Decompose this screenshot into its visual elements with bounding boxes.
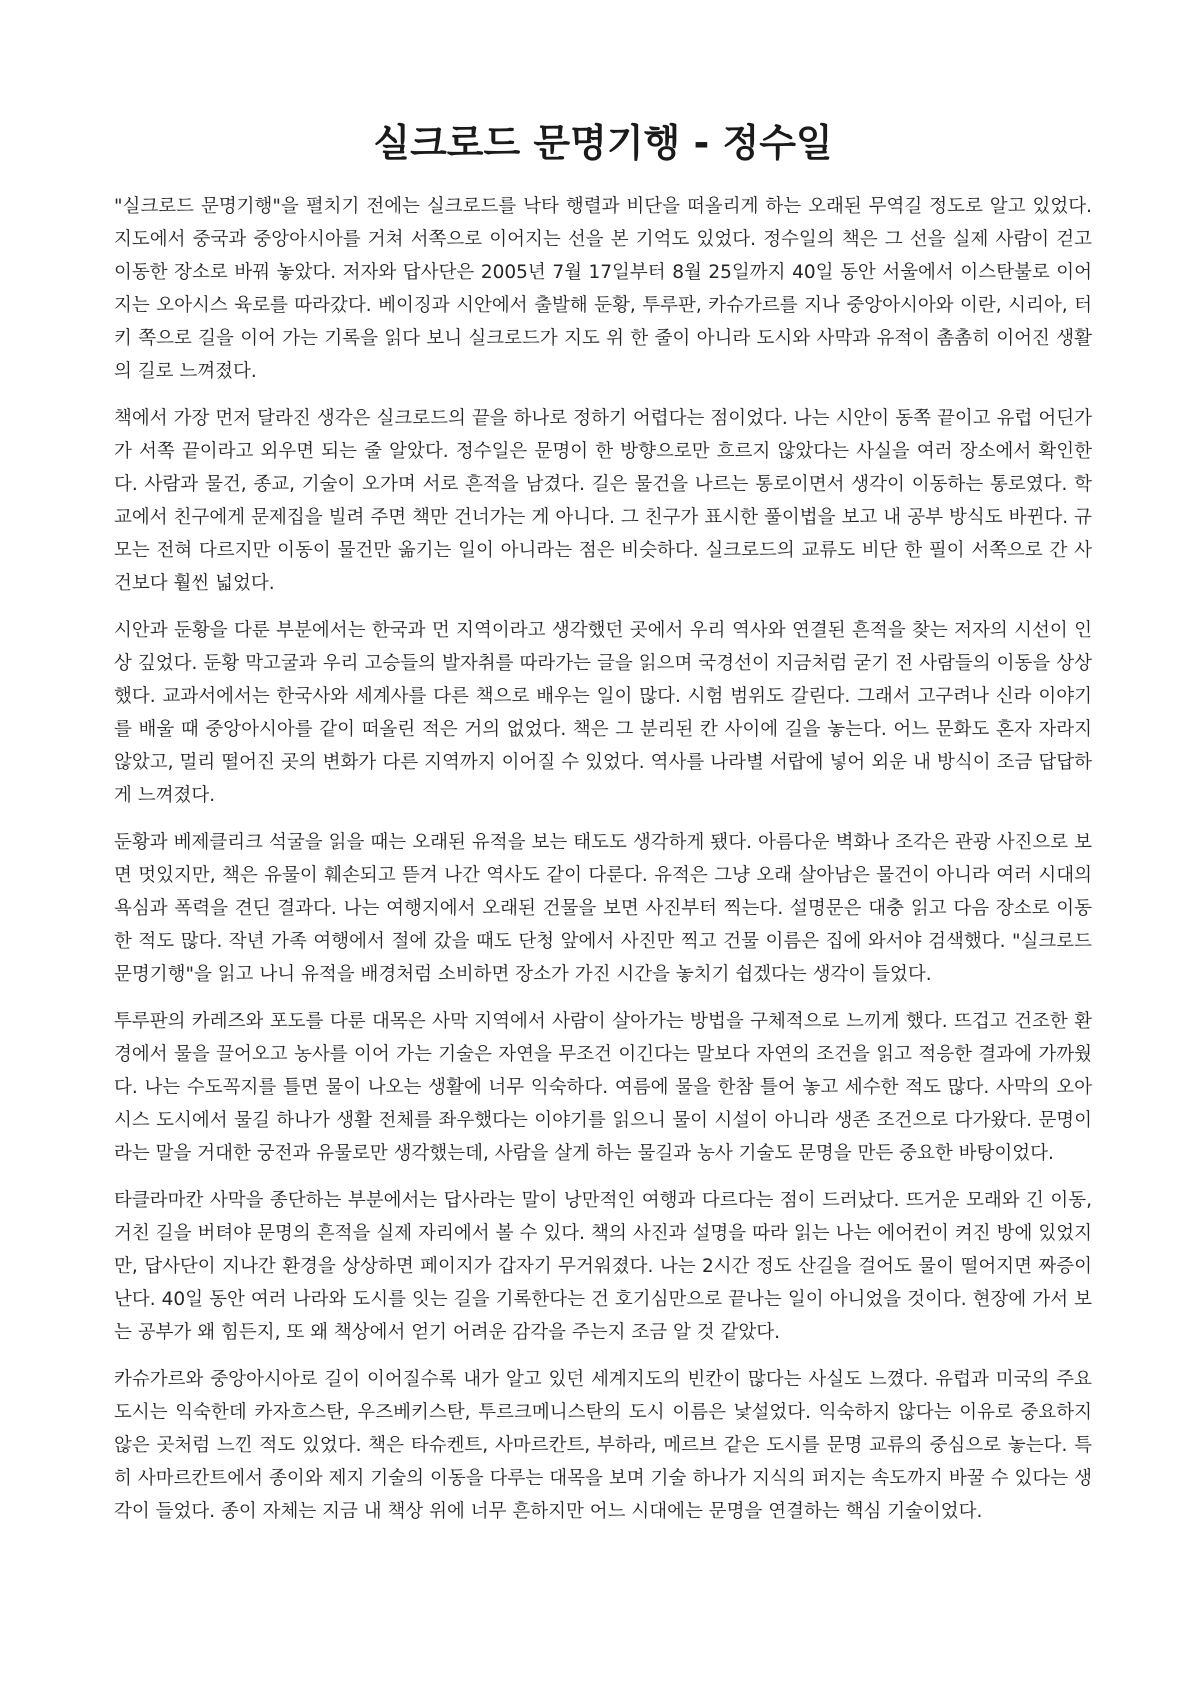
paragraph: 둔황과 베제클리크 석굴을 읽을 때는 오래된 유적을 보는 태도도 생각하게 됐다. 아름다운 벽화나 조각은 관광 사진으로 보면 멋있지만, 책은 유물이 훼손되고 뜯겨 나간 역사도 같이 다룬다. 유적은 그냥 오래 살아남은 물건이 아니라 여러 시대의 욕심과 폭력을 견딘 결과다. 나는 여행지에서 오래된 건물을 보면 사진부터 찍는다. 설명문은 대충 읽고 다음 장소로 이동한 적도 많다. 작년 가족 여행에서 절에 갔을 때도 단청 앞에서 사진만 찍고 건물 이름은 집에 와서야 검색했다. "실크로드 문명기행"을 읽고 나니 유적을 배경처럼 소비하면 장소가 가진 시간을 놓치기 쉽겠다는 생각이 들었다. bbox=[114, 832, 1092, 985]
paragraph: 타클라마칸 사막을 종단하는 부분에서는 답사라는 말이 낭만적인 여행과 다르다는 점이 드러났다. 뜨거운 모래와 긴 이동, 거친 길을 버텨야 문명의 흔적을 실제 자리에서 볼 수 있다. 책의 사진과 설명을 따라 읽는 나는 에어컨이 켜진 방에 있었지만, 답사단이 지나간 환경을 상상하면 페이지가 갑자기 무거워졌다. 나는 2시간 정도 산길을 걸어도 물이 떨어지면 짜증이 난다. 40일 동안 여러 나라와 도시를 잇는 길을 기록한다는 건 호기심만으로 끝나는 일이 아니었을 것이다. 현장에 가서 보는 공부가 왜 힘든지, 또 왜 책상에서 얻기 어려운 감각을 주는지 조금 알 것 같았다. bbox=[114, 1190, 1092, 1343]
paragraph: 투루판의 카레즈와 포도를 다룬 대목은 사막 지역에서 사람이 살아가는 방법을 구체적으로 느끼게 했다. 뜨겁고 건조한 환경에서 물을 끌어오고 농사를 이어 가는 기술은 자연을 무조건 이긴다는 말보다 자연의 조건을 읽고 적응한 결과에 가까웠다. 나는 수도꼭지를 틀면 물이 나오는 생활에 너무 익숙하다. 여름에 물을 한참 틀어 놓고 세수한 적도 많다. 사막의 오아시스 도시에서 물길 하나가 생활 전체를 좌우했다는 이야기를 읽으니 물이 시설이 아니라 생존 조건으로 다가왔다. 문명이라는 말을 거대한 궁전과 유물로만 생각했는데, 사람을 살게 하는 물길과 농사 기술도 문명을 만든 중요한 바탕이었다. bbox=[114, 1011, 1092, 1164]
paragraph: "실크로드 문명기행"을 펼치기 전에는 실크로드를 낙타 행렬과 비단을 떠올리게 하는 오래된 무역길 정도로 알고 있었다. 지도에서 중국과 중앙아시아를 거쳐 서쪽으로 이어지는 선을 본 기억도 있었다. 정수일의 책은 그 선을 실제 사람이 걷고 이동한 장소로 바꿔 놓았다. 저자와 답사단은 2005년 7월 17일부터 8월 25일까지 40일 동안 서울에서 이스탄불로 이어지는 오아시스 육로를 따라갔다. 베이징과 시안에서 출발해 둔황, 투루판, 카슈가르를 지나 중앙아시아와 이란, 시리아, 터키 쪽으로 길을 이어 가는 기록을 읽다 보니 실크로드가 지도 위 한 줄이 아니라 도시와 사막과 유적이 촘촘히 이어진 생활의 길로 느껴졌다. bbox=[114, 196, 1092, 382]
paragraph: 책에서 가장 먼저 달라진 생각은 실크로드의 끝을 하나로 정하기 어렵다는 점이었다. 나는 시안이 동쪽 끝이고 유럽 어딘가가 서쪽 끝이라고 외우면 되는 줄 알았다. 정수일은 문명이 한 방향으로만 흐르지 않았다는 사실을 여러 장소에서 확인한다. 사람과 물건, 종교, 기술이 오가며 서로 흔적을 남겼다. 길은 물건을 나르는 통로이면서 생각이 이동하는 통로였다. 학교에서 친구에게 문제집을 빌려 주면 책만 건너가는 게 아니다. 그 친구가 표시한 풀이법을 보고 내 공부 방식도 바뀐다. 규모는 전혀 다르지만 이동이 물건만 옮기는 일이 아니라는 점은 비슷하다. 실크로드의 교류도 비단 한 필이 서쪽으로 간 사건보다 훨씬 넓었다. bbox=[114, 408, 1092, 594]
paragraph: 카슈가르와 중앙아시아로 길이 이어질수록 내가 알고 있던 세계지도의 빈칸이 많다는 사실도 느꼈다. 유럽과 미국의 주요 도시는 익숙한데 카자흐스탄, 우즈베키스탄, 투르크메니스탄의 도시 이름은 낯설었다. 익숙하지 않다는 이유로 중요하지 않은 곳처럼 느낀 적도 있었다. 책은 타슈켄트, 사마르칸트, 부하라, 메르브 같은 도시를 문명 교류의 중심으로 놓는다. 특히 사마르칸트에서 종이와 제지 기술의 이동을 다루는 대목을 보며 기술 하나가 지식의 퍼지는 속도까지 바꿀 수 있다는 생각이 들었다. 종이 자체는 지금 내 책상 위에 너무 흔하지만 어느 시대에는 문명을 연결하는 핵심 기술이었다. bbox=[114, 1369, 1092, 1522]
paragraph: 시안과 둔황을 다룬 부분에서는 한국과 먼 지역이라고 생각했던 곳에서 우리 역사와 연결된 흔적을 찾는 저자의 시선이 인상 깊었다. 둔황 막고굴과 우리 고승들의 발자취를 따라가는 글을 읽으며 국경선이 지금처럼 굳기 전 사람들의 이동을 상상했다. 교과서에서는 한국사와 세계사를 다른 책으로 배우는 일이 많다. 시험 범위도 갈린다. 그래서 고구려나 신라 이야기를 배울 때 중앙아시아를 같이 떠올린 적은 거의 없었다. 책은 그 분리된 칸 사이에 길을 놓는다. 어느 문화도 혼자 자라지 않았고, 멀리 떨어진 곳의 변화가 다른 지역까지 이어질 수 있었다. 역사를 나라별 서랍에 넣어 외운 내 방식이 조금 답답하게 느껴졌다. bbox=[114, 620, 1092, 806]
document-title: 실크로드 문명기행 - 정수일 bbox=[373, 121, 833, 165]
